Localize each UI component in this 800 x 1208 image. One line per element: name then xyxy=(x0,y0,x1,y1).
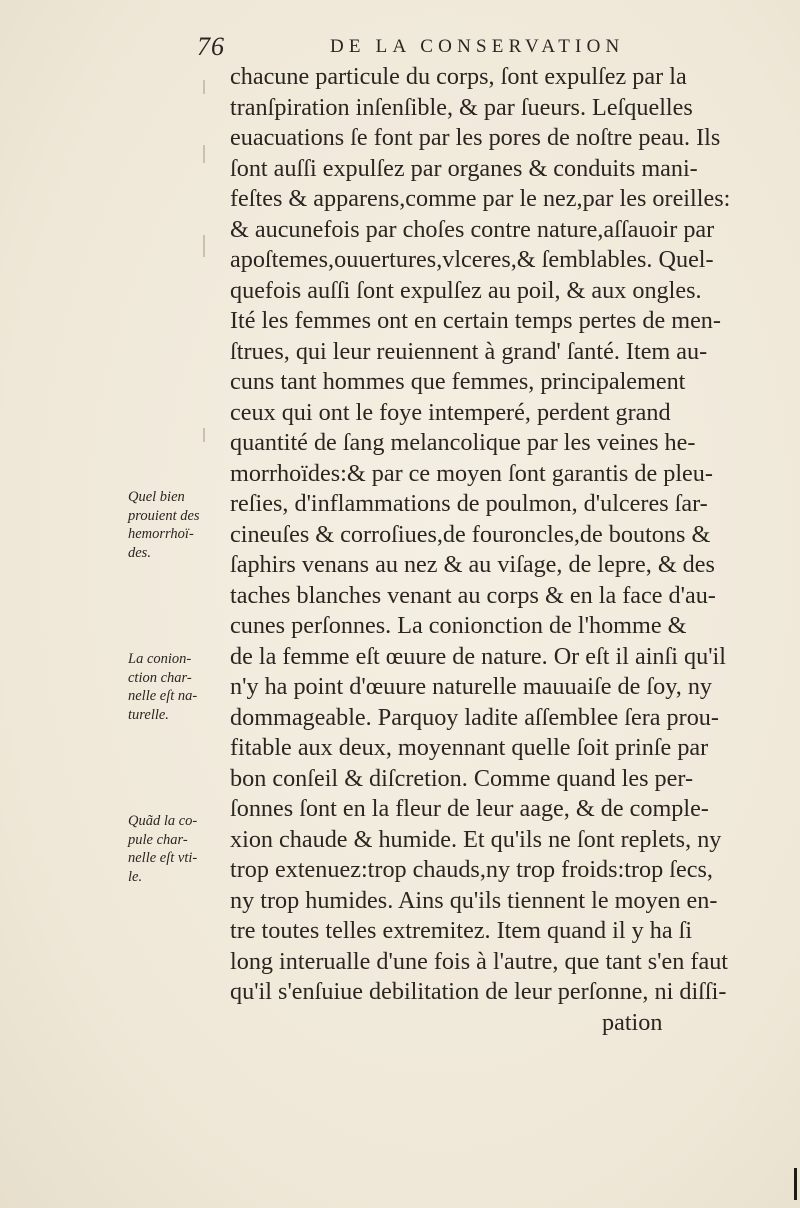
text-line: de la femme eſt œuure de nature. Or eſt il ainſi qu'il xyxy=(230,642,726,670)
catchword-line: pation xyxy=(602,1008,663,1036)
text-line: ceux qui ont le foye intemperé, perdent grand xyxy=(230,398,671,426)
text-line: ſonnes ſont en la fleur de leur aage, & de comple- xyxy=(230,795,709,822)
gutter-speck xyxy=(203,145,205,163)
text-line: quantité de ſang melancolique par les veines he- xyxy=(230,429,696,456)
page-number: 76 xyxy=(197,32,225,61)
text-line: euacuations ſe font par les pores de noſtre peau. Ils xyxy=(230,124,721,151)
margin-note-line: le. xyxy=(128,868,143,885)
text-line: ſont auſſi expulſez par organes & conduits mani- xyxy=(230,154,698,182)
margin-note-line: ction char- xyxy=(128,669,192,686)
margin-note-line: La conion- xyxy=(128,651,192,667)
margin-note-line: Quel bien xyxy=(128,489,185,505)
text-line: cunes perſonnes. La conionction de l'homme & xyxy=(230,612,687,639)
text-line: bon conſeil & diſcretion. Comme quand les per- xyxy=(230,764,693,792)
text-line: feſtes & apparens,comme par le nez,par les oreilles: xyxy=(230,185,731,212)
margin-note-conionction xyxy=(128,650,223,724)
text-line: tre toutes telles extremitez. Item quand il y ha ſi xyxy=(230,917,693,944)
margin-note-line: turelle. xyxy=(128,706,169,723)
main-text-block xyxy=(230,62,790,1038)
margin-note-line: nelle eſt na- xyxy=(128,688,198,704)
gutter-speck xyxy=(203,80,205,94)
margin-note-line: hemorrhoï- xyxy=(128,526,194,542)
text-line: ny trop humides. Ains qu'ils tiennent le moyen en- xyxy=(230,886,718,914)
text-line: ſtrues, qui leur reuiennent à grand' ſanté. Item au- xyxy=(230,337,708,365)
text-line: qu'il s'enſuiue debilitation de leur perſonne, ni diſſi- xyxy=(230,978,727,1005)
text-line: ſaphirs venans au nez & au viſage, de lepre, & des xyxy=(230,551,715,578)
margin-note-line: Quãd la co- xyxy=(128,813,198,829)
page-edge-mark xyxy=(794,1168,797,1200)
text-line: long interualle d'une fois à l'autre, que tant s'en faut xyxy=(230,947,729,975)
running-head: DE LA CONSERVATION xyxy=(330,36,625,57)
margin-note-copule xyxy=(128,812,223,886)
page-header xyxy=(0,32,800,62)
margin-note-line: prouient des xyxy=(128,507,200,524)
gutter-speck xyxy=(203,428,205,442)
text-line: cuns tant hommes que femmes, principalement xyxy=(230,368,686,395)
text-line: taches blanches venant au corps & en la face d'au- xyxy=(230,581,716,609)
margin-note-line: des. xyxy=(128,544,151,561)
text-line: tranſpiration inſenſible, & par ſueurs. Leſquelles xyxy=(230,93,693,121)
text-line: quefois auſſi ſont expulſez au poil, & aux ongles. xyxy=(230,276,702,304)
text-line: cineuſes & corroſiues,de fouroncles,de boutons & xyxy=(230,520,711,548)
text-line: morrhoïdes:& par ce moyen ſont garantis de pleu- xyxy=(230,459,713,487)
text-line: trop extenuez:trop chauds,ny trop froids:trop ſecs, xyxy=(230,856,713,883)
text-line: dommageable. Parquoy ladite aſſemblee ſera prou- xyxy=(230,703,719,731)
text-line: apoſtemes,ouuertures,vlceres,& ſemblables. Quel- xyxy=(230,246,714,273)
margin-note-hemorrhoides xyxy=(128,488,223,562)
text-line: xion chaude & humide. Et qu'ils ne ſont replets, ny xyxy=(230,825,722,853)
gutter-speck xyxy=(203,235,205,257)
text-line: & aucunefois par choſes contre nature,aſſauoir par xyxy=(230,215,715,243)
text-line: fitable aux deux, moyennant quelle ſoit prinſe par xyxy=(230,734,709,761)
margin-note-line: pule char- xyxy=(128,831,188,848)
margin-note-line: nelle eſt vti- xyxy=(128,850,198,866)
text-line: chacune particule du corps, ſont expulſez par la xyxy=(230,63,687,90)
text-line: Ité les femmes ont en certain temps pertes de men- xyxy=(230,307,721,334)
text-line: n'y ha point d'œuure naturelle mauuaiſe de ſoy, ny xyxy=(230,673,713,700)
text-line: reſies, d'inflammations de poulmon, d'ulceres ſar- xyxy=(230,490,708,517)
